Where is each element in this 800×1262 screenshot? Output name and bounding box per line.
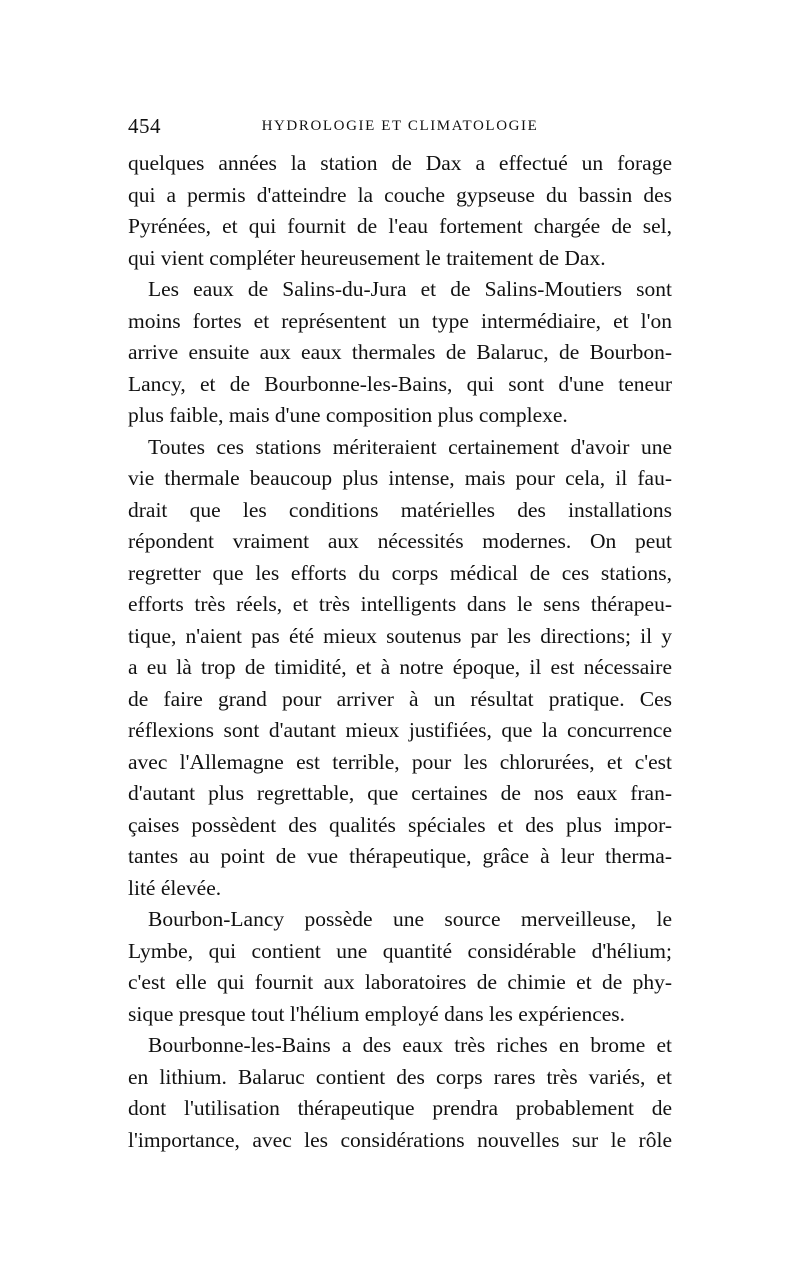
text-line: répondent vraiment aux nécessités modernes. On peut bbox=[128, 529, 672, 553]
page-header bbox=[128, 114, 672, 144]
paragraph bbox=[128, 1030, 672, 1156]
text-line: Les eaux de Salins-du-Jura et de Salins-Moutiers sont bbox=[148, 277, 672, 301]
text-line: Lymbe, qui contient une quantité considérable d'hélium; bbox=[128, 938, 672, 963]
text-line: lité élevée. bbox=[128, 875, 222, 900]
text-line: de faire grand pour arriver à un résultat pratique. Ces bbox=[128, 686, 672, 711]
text-line: Bourbonne-les-Bains a des eaux très riches en brome et bbox=[148, 1033, 672, 1057]
text-line: qui a permis d'atteindre la couche gypseuse du bassin des bbox=[128, 182, 672, 207]
page-number: 454 bbox=[128, 114, 161, 138]
text-line: d'autant plus regrettable, que certaines de nos eaux fran- bbox=[128, 781, 672, 805]
text-line: qui vient compléter heureusement le traitement de Dax. bbox=[128, 245, 606, 270]
paragraph bbox=[128, 904, 672, 1030]
text-line: Bourbon-Lancy possède une source merveilleuse, le bbox=[148, 907, 672, 931]
text-line: efforts très réels, et très intelligents dans le sens thérapeu- bbox=[128, 592, 672, 616]
text-line: c'est elle qui fournit aux laboratoires de chimie et de phy- bbox=[128, 970, 672, 994]
text-line: Lancy, et de Bourbonne-les-Bains, qui sont d'une teneur bbox=[128, 371, 672, 396]
paragraph bbox=[128, 148, 672, 274]
body-text bbox=[128, 148, 672, 1156]
text-line: tique, n'aient pas été mieux soutenus par les directions; il y bbox=[128, 623, 672, 648]
text-line: tantes au point de vue thérapeutique, grâce à leur therma- bbox=[128, 844, 672, 868]
text-line: en lithium. Balaruc contient des corps rares très variés, et bbox=[128, 1064, 672, 1089]
text-line: quelques années la station de Dax a effectué un forage bbox=[128, 151, 672, 175]
text-line: drait que les conditions matérielles des installations bbox=[128, 497, 672, 522]
text-line: Pyrénées, et qui fournit de l'eau fortement chargée de sel, bbox=[128, 214, 672, 238]
text-line: plus faible, mais d'une composition plus complexe. bbox=[128, 403, 568, 427]
text-line: vie thermale beaucoup plus intense, mais pour cela, il fau- bbox=[128, 466, 672, 490]
text-line: moins fortes et représentent un type intermédiaire, et l'on bbox=[128, 308, 672, 333]
text-line: sique presque tout l'hélium employé dans les expériences. bbox=[128, 1001, 626, 1026]
paragraph bbox=[128, 274, 672, 432]
text-line: réflexions sont d'autant mieux justifiées, que la concurrence bbox=[128, 718, 672, 742]
text-line: l'importance, avec les considérations nouvelles sur le rôle bbox=[128, 1127, 672, 1152]
text-line: arrive ensuite aux eaux thermales de Balaruc, de Bourbon- bbox=[128, 340, 672, 364]
text-line: Toutes ces stations mériteraient certainement d'avoir une bbox=[148, 434, 672, 459]
text-line: çaises possèdent des qualités spéciales et des plus impor- bbox=[128, 812, 672, 837]
text-line: regretter que les efforts du corps médical de ces stations, bbox=[128, 560, 672, 585]
text-line: dont l'utilisation thérapeutique prendra probablement de bbox=[128, 1096, 672, 1120]
running-title: HYDROLOGIE ET CLIMATOLOGIE bbox=[261, 118, 539, 134]
text-line: a eu là trop de timidité, et à notre époque, il est nécessaire bbox=[128, 655, 672, 679]
paragraph bbox=[128, 432, 672, 905]
text-line: avec l'Allemagne est terrible, pour les chlorurées, et c'est bbox=[128, 749, 672, 774]
